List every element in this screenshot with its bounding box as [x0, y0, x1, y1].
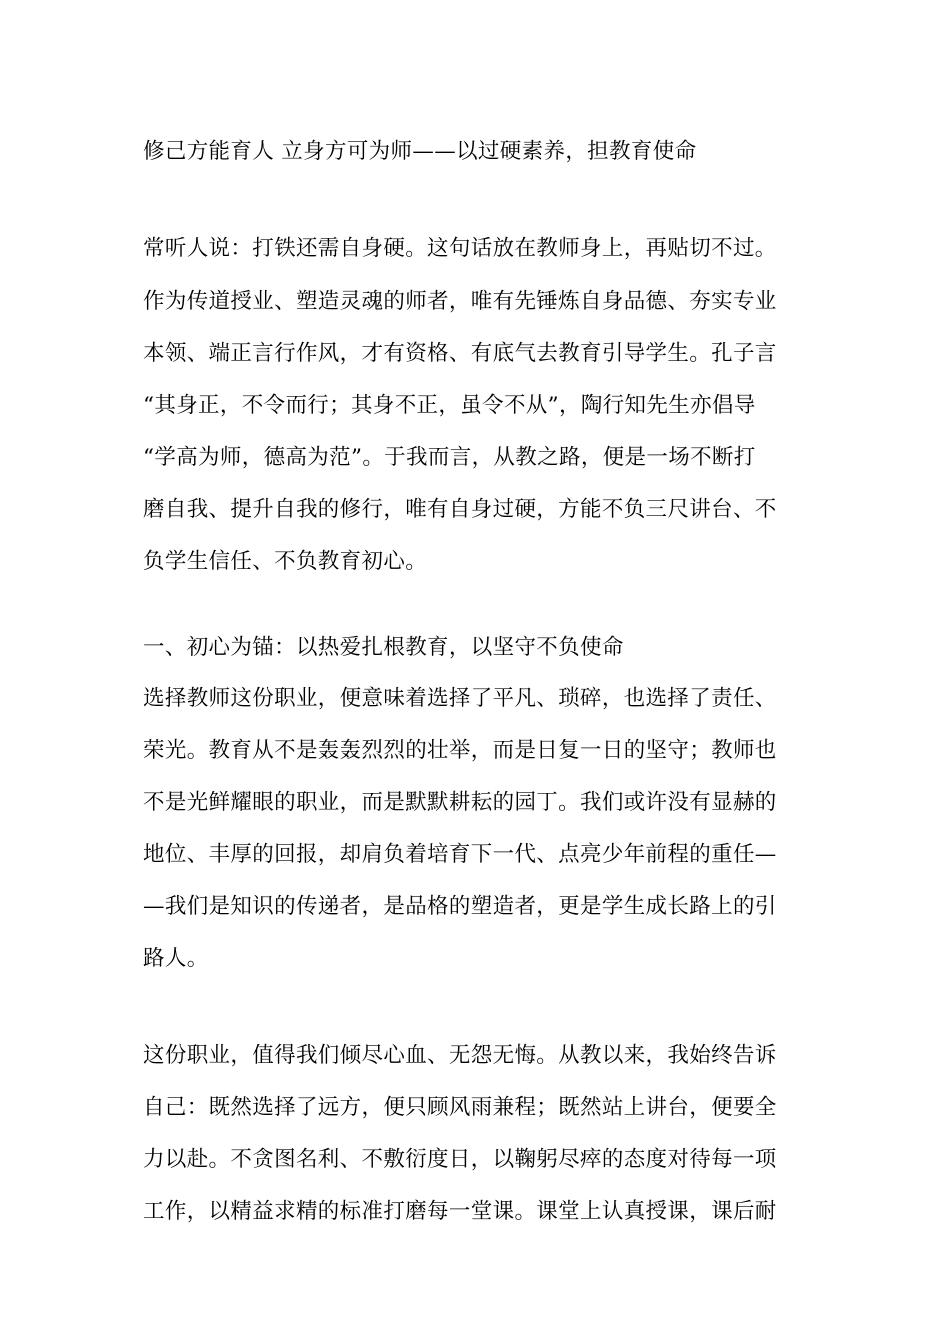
section-heading: 一、初心为锚：以热爱扎根教育，以坚守不负使命 — [143, 635, 624, 660]
paragraph-line: 荣光。教育从不是轰轰烈烈的壮举，而是日复一日的坚守；教师也 — [143, 738, 777, 763]
paragraph-line: 地位、丰厚的回报，却肩负着培育下一代、点亮少年前程的重任— — [143, 842, 777, 867]
paragraph-line: 不是光鲜耀眼的职业，而是默默耕耘的园丁。我们或许没有显赫的 — [143, 790, 777, 815]
paragraph-line: —我们是知识的传递者，是品格的塑造者，更是学生成长路上的引 — [143, 894, 777, 919]
intro-line: 负学生信任、不负教育初心。 — [143, 549, 428, 574]
paragraph-line: 选择教师这份职业，便意味着选择了平凡、琐碎，也选择了责任、 — [143, 686, 777, 711]
paragraph-line: 力以赴。不贪图名利、不敷衍度日，以鞠躬尽瘁的态度对待每一项 — [143, 1147, 777, 1172]
intro-line: “其身正，不令而行；其身不正，虽令不从”，陶行知先生亦倡导 — [143, 393, 756, 418]
intro-line: 磨自我、提升自我的修行，唯有自身过硬，方能不负三尺讲台、不 — [143, 497, 777, 522]
intro-line: 作为传道授业、塑造灵魂的师者，唯有先锤炼自身品德、夯实专业 — [143, 289, 777, 314]
intro-line: “学高为师，德高为范”。于我而言，从教之路，便是一场不断打 — [143, 445, 756, 470]
paragraph-line: 路人。 — [143, 946, 209, 971]
paragraph-line: 这份职业，值得我们倾尽心血、无怨无悔。从教以来，我始终告诉 — [143, 1043, 777, 1068]
paragraph-line: 工作，以精益求精的标准打磨每一堂课。课堂上认真授课，课后耐 — [143, 1199, 777, 1224]
intro-line: 本领、端正言行作风，才有资格、有底气去教育引导学生。孔子言 — [143, 341, 777, 366]
document-title: 修己方能育人 立身方可为师——以过硬素养，担教育使命 — [143, 139, 697, 164]
paragraph-line: 自己：既然选择了远方，便只顾风雨兼程；既然站上讲台，便要全 — [143, 1095, 777, 1120]
intro-line: 常听人说：打铁还需自身硬。这句话放在教师身上，再贴切不过。 — [143, 236, 777, 261]
